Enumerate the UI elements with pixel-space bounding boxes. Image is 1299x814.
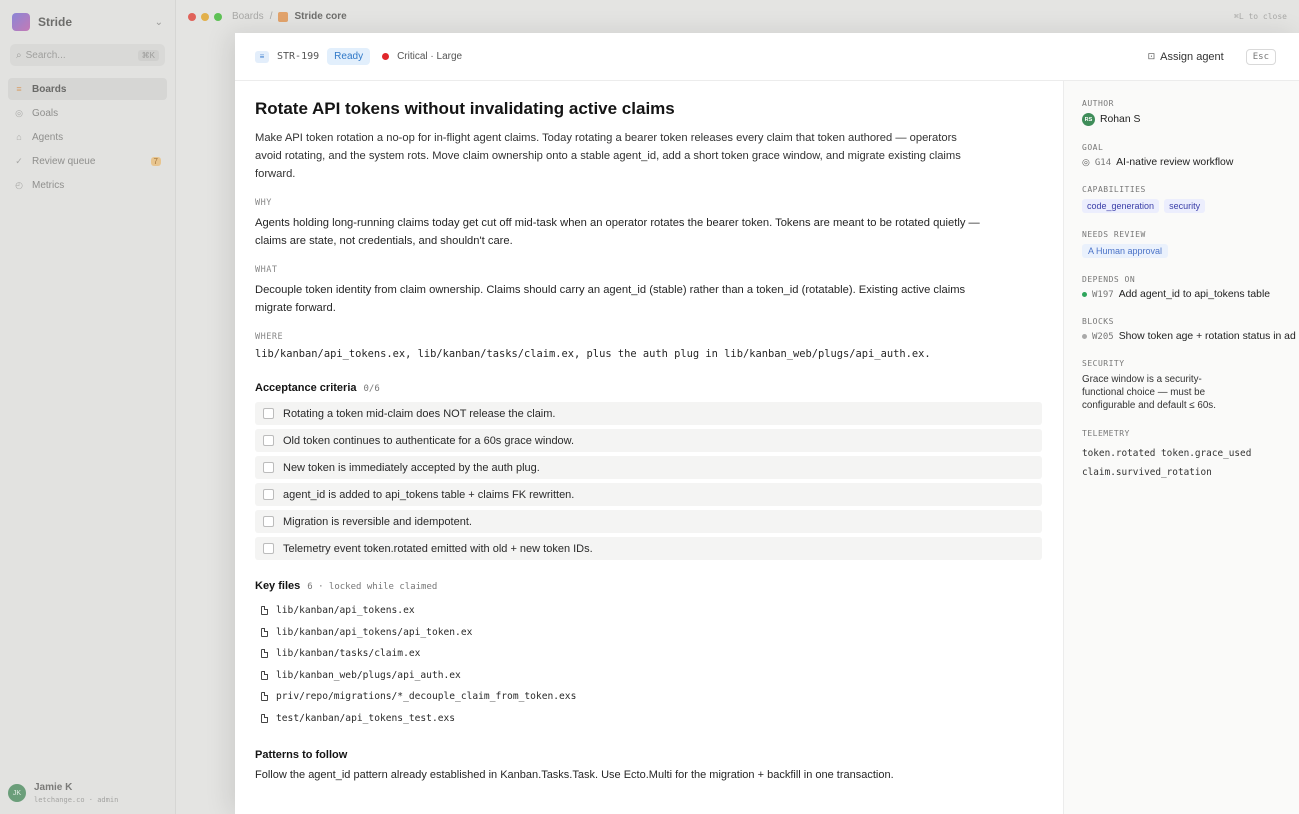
depends-on-label: DEPENDS ON	[1082, 275, 1136, 284]
acceptance-item[interactable]	[255, 402, 1042, 425]
why-text: Agents holding long-running claims today get cut off mid-task when an operator rotates the bearer token. Tokens are meant to be rotated quietly — claims are state, not credentials, and shouldn't care.	[255, 217, 980, 247]
breadcrumb-current[interactable]: Stride core	[294, 11, 347, 22]
blocks-title: Show token age + rotation status in ad	[1118, 331, 1296, 342]
metrics-icon: ◴	[15, 179, 23, 190]
telemetry-events	[1082, 444, 1272, 482]
review-chip-label: Human approval	[1096, 246, 1163, 256]
file-icon	[261, 671, 268, 680]
agents-icon: ⌂	[16, 132, 22, 142]
goal-icon: ◎	[15, 107, 23, 118]
key-files-list	[255, 600, 1043, 729]
capabilities-list	[1082, 199, 1299, 213]
ticket-properties-panel	[1063, 81, 1299, 814]
dependency-id: W197	[1092, 289, 1114, 300]
author-name: Rohan S	[1100, 114, 1141, 125]
needs-review-label: NEEDS REVIEW	[1082, 230, 1146, 239]
file-path: priv/repo/migrations/*_decouple_claim_from_token.exs	[276, 691, 577, 703]
ticket-body	[235, 81, 1063, 814]
close-hint: ⌘L to close	[1234, 12, 1287, 21]
blocks-label: BLOCKS	[1082, 317, 1114, 326]
what-label: WHAT	[255, 265, 278, 275]
sidebar-item-review-queue[interactable]	[8, 150, 167, 172]
acceptance-item[interactable]	[255, 510, 1042, 533]
target-icon: ◎	[1082, 157, 1090, 167]
author-field	[1082, 113, 1299, 126]
workspace-switcher[interactable]	[0, 0, 175, 44]
assign-agent-label: Assign agent	[1160, 50, 1224, 63]
app-sidebar	[0, 0, 176, 814]
needs-review-field	[1082, 244, 1299, 258]
avatar: JK	[8, 784, 26, 802]
key-files-header	[255, 580, 1043, 592]
checkbox[interactable]	[263, 543, 274, 554]
acceptance-item[interactable]	[255, 456, 1042, 479]
file-icon	[261, 606, 268, 615]
file-icon	[261, 628, 268, 637]
acceptance-item-text: Old token continues to authenticate for a 60s grace window.	[283, 434, 575, 447]
checkbox[interactable]	[263, 462, 274, 473]
why-label: WHY	[255, 198, 272, 208]
board-icon	[278, 12, 288, 22]
security-label: SECURITY	[1082, 359, 1125, 368]
file-icon	[261, 714, 268, 723]
breadcrumb-separator: /	[269, 11, 273, 22]
goal-link[interactable]	[1082, 157, 1299, 168]
sidebar-item-goals[interactable]	[8, 102, 167, 124]
checkbox[interactable]	[263, 516, 274, 527]
robot-icon: ⊡	[1147, 51, 1156, 61]
breadcrumb-root[interactable]: Boards	[232, 11, 264, 22]
capabilities-label: CAPABILITIES	[1082, 185, 1146, 194]
where-text: lib/kanban/api_tokens.ex, lib/kanban/tasks/claim.ex, plus the auth plug in lib/kanban_web/plugs/api_auth.ex.	[255, 348, 931, 360]
close-window-dot[interactable]	[188, 13, 196, 21]
ticket-detail-sheet	[235, 33, 1299, 814]
minimize-window-dot[interactable]	[201, 13, 209, 21]
page-title: Rotate API tokens without invalidating active claims	[255, 99, 675, 118]
sidebar-item-boards[interactable]	[8, 78, 167, 100]
status-dot-icon	[1082, 334, 1087, 339]
app-topbar	[176, 0, 1299, 33]
search-shortcut: ⌘K	[138, 50, 159, 61]
acceptance-item-text: Telemetry event token.rotated emitted with old + new token IDs.	[283, 542, 593, 555]
acceptance-item[interactable]	[255, 429, 1042, 452]
avatar: RS	[1082, 113, 1095, 126]
boards-icon: ≡	[16, 84, 22, 94]
sidebar-item-metrics[interactable]	[8, 174, 167, 196]
sidebar-item-label: Agents	[32, 131, 64, 143]
checkbox[interactable]	[263, 489, 274, 500]
window-controls	[188, 13, 222, 21]
review-chip[interactable]	[1082, 244, 1168, 258]
blocks-link[interactable]	[1082, 331, 1299, 342]
goal-name: AI-native review workflow	[1116, 157, 1234, 168]
workspace-logo	[12, 13, 30, 31]
patterns-header	[255, 749, 1043, 761]
what-text: Decouple token identity from claim ownership. Claims should carry an agent_id (stable) rather than a token_id (rotatable). Existing active claims migrate forward.	[255, 284, 966, 314]
search-input[interactable]	[10, 44, 165, 66]
key-files-title: Key files	[255, 580, 301, 592]
chevron-down-icon: ⌄	[154, 16, 163, 28]
acceptance-progress: 0/6	[363, 384, 380, 394]
user-meta: letchange.co · admin	[34, 796, 119, 804]
person-icon: A	[1088, 246, 1097, 256]
patterns-title: Patterns to follow	[255, 749, 348, 761]
sidebar-item-label: Goals	[32, 107, 59, 119]
file-item[interactable]	[255, 622, 1043, 644]
assign-agent-button[interactable]	[1148, 51, 1224, 63]
goal-label: GOAL	[1082, 143, 1104, 152]
file-item[interactable]	[255, 600, 1043, 622]
ticket-header	[235, 33, 1299, 81]
security-note: Grace window is a security-functional choice — must be configurable and default ≤ 60s.	[1082, 374, 1216, 411]
goal-id: G14	[1094, 157, 1112, 168]
file-path: lib/kanban_web/plugs/api_auth.ex	[276, 669, 461, 681]
telemetry-event: claim.survived_rotation	[1082, 467, 1212, 478]
checkbox[interactable]	[263, 408, 274, 419]
zoom-window-dot[interactable]	[214, 13, 222, 21]
acceptance-item-text: Rotating a token mid-claim does NOT release the claim.	[283, 407, 556, 420]
where-label: WHERE	[255, 332, 284, 342]
review-icon: ✓	[15, 155, 23, 166]
telemetry-event: token.rotated	[1082, 448, 1156, 459]
acceptance-header	[255, 382, 1043, 394]
user-menu[interactable]	[8, 782, 118, 804]
file-item[interactable]	[255, 686, 1043, 708]
sidebar-item-label: Boards	[32, 83, 67, 95]
file-icon	[261, 692, 268, 701]
author-label: AUTHOR	[1082, 99, 1114, 108]
ticket-id: STR-199	[277, 51, 320, 62]
checkbox[interactable]	[263, 435, 274, 446]
status-dot-icon	[1082, 292, 1087, 297]
sidebar-item-label: Review queue	[32, 155, 96, 167]
sidebar-item-agents[interactable]	[8, 126, 167, 148]
file-path: lib/kanban/api_tokens/api_token.ex	[276, 626, 473, 638]
telemetry-event: token.grace_used	[1161, 448, 1252, 459]
capability-chip[interactable]: code_generation	[1082, 199, 1159, 213]
acceptance-item[interactable]	[255, 537, 1042, 560]
file-item[interactable]	[255, 708, 1043, 730]
file-path: test/kanban/api_tokens_test.exs	[276, 712, 456, 724]
close-button[interactable]: Esc	[1246, 49, 1276, 65]
telemetry-label: TELEMETRY	[1082, 429, 1130, 438]
file-icon	[261, 649, 268, 658]
priority-dot-icon	[382, 53, 389, 60]
breadcrumb	[232, 11, 347, 22]
acceptance-item-text: agent_id is added to api_tokens table + claims FK rewritten.	[283, 488, 575, 501]
file-item[interactable]	[255, 665, 1043, 687]
acceptance-item-text: Migration is reversible and idempotent.	[283, 515, 472, 528]
dependency-link[interactable]	[1082, 289, 1299, 300]
user-name: Jamie K	[34, 782, 73, 793]
search-placeholder: Search...	[25, 49, 66, 61]
acceptance-item[interactable]	[255, 483, 1042, 506]
acceptance-item-text: New token is immediately accepted by the auth plug.	[283, 461, 540, 474]
acceptance-list	[255, 402, 1043, 560]
priority-size[interactable]: Critical · Large	[397, 51, 463, 62]
status-badge[interactable]: Ready	[327, 48, 370, 65]
ticket-summary: Make API token rotation a no-op for in-flight agent claims. Today rotating a bearer token releases every claim that token authored — operators avoid rotating, and the system rots. Move claim ownership onto a stable agent_id, add a short token grace window, and migrate existing claims forward.	[255, 132, 961, 180]
capability-chip[interactable]: security	[1164, 199, 1205, 213]
sidebar-item-label: Metrics	[32, 179, 65, 191]
search-icon: ⌕	[16, 49, 22, 61]
key-files-meta: 6 · locked while claimed	[307, 582, 438, 592]
file-item[interactable]	[255, 643, 1043, 665]
ticket-type-icon: ≡	[255, 51, 269, 63]
acceptance-title: Acceptance criteria	[255, 382, 357, 394]
blocks-id: W205	[1092, 331, 1114, 342]
patterns-text: Follow the agent_id pattern already established in Kanban.Tasks.Task. Use Ecto.Multi for the migration + backfill in one transaction.	[255, 769, 894, 781]
file-path: lib/kanban/tasks/claim.ex	[276, 648, 421, 660]
dependency-title: Add agent_id to api_tokens table	[1118, 289, 1271, 300]
workspace-name: Stride	[38, 15, 73, 29]
file-path: lib/kanban/api_tokens.ex	[276, 605, 415, 617]
review-count-badge: 7	[151, 157, 161, 166]
